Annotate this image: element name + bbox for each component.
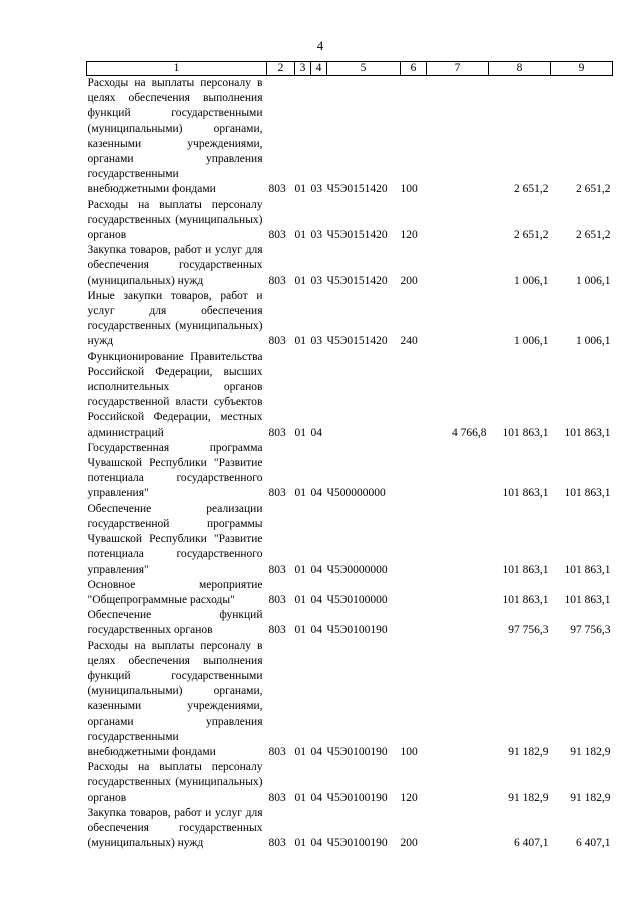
target-article-code: Ч5Э0151420 — [326, 274, 388, 287]
amount-col-9: 2 651,2 — [576, 183, 611, 196]
ministry-code: 803 — [268, 335, 286, 348]
subsection-code: 03 — [310, 183, 322, 196]
table-row — [87, 639, 613, 761]
row-name: Функционирование Правительства Российской Федерации, высших исполнительных органов государственной власти субъектов Российской Федерации, местных администраций — [87, 350, 263, 439]
header-col-9: 9 — [551, 62, 613, 76]
change-amount — [427, 639, 489, 761]
amount-col-9: 101 863,1 — [564, 487, 611, 500]
subsection-code: 03 — [310, 274, 322, 287]
change-amount — [427, 760, 489, 806]
amount-col-9: 101 863,1 — [564, 563, 611, 576]
subsection-code: 04 — [310, 487, 322, 500]
header-col-1: 1 — [87, 62, 267, 76]
row-name: Закупка товаров, работ и услуг для обеспечения государственных (муниципальных) нужд — [87, 806, 263, 850]
section-code: 01 — [294, 791, 306, 804]
header-col-4: 4 — [311, 62, 327, 76]
table-row — [87, 243, 613, 289]
amount-col-8: 101 863,1 — [502, 426, 549, 439]
amount-col-9: 6 407,1 — [576, 837, 611, 850]
row-name: Закупка товаров, работ и услуг для обеспечения государственных (муниципальных) нужд — [87, 244, 263, 287]
subsection-code: 04 — [310, 563, 322, 576]
subsection-code: 04 — [310, 745, 322, 758]
header-col-8: 8 — [489, 62, 551, 76]
subsection-code: 04 — [310, 593, 322, 606]
row-name: Расходы на выплаты персоналу государственных (муниципальных) органов — [87, 198, 263, 242]
expense-type-code: 200 — [400, 837, 418, 850]
ministry-code: 803 — [268, 745, 286, 758]
row-name: Обеспечение функций государственных органов — [87, 609, 263, 637]
change-amount — [427, 608, 489, 638]
amount-col-9: 91 182,9 — [570, 745, 611, 758]
target-article-code: Ч5Э0151420 — [326, 183, 388, 196]
ministry-code: 803 — [268, 426, 286, 439]
table-row — [87, 502, 613, 578]
amount-col-9: 91 182,9 — [570, 791, 611, 804]
amount-col-9: 1 006,1 — [576, 274, 611, 287]
target-article-code: Ч5Э0151420 — [326, 229, 388, 242]
table-header-row — [87, 62, 613, 76]
change-amount — [427, 289, 489, 350]
section-code: 01 — [294, 837, 306, 850]
change-amount: 4 766,8 — [452, 426, 487, 439]
subsection-code: 03 — [310, 229, 322, 242]
change-amount — [427, 502, 489, 578]
target-article-code: Ч5Э0100190 — [326, 624, 388, 637]
ministry-code: 803 — [268, 183, 286, 196]
page-number: 4 — [316, 38, 324, 53]
change-amount — [427, 441, 489, 502]
section-code: 01 — [294, 229, 306, 242]
amount-col-9: 101 863,1 — [564, 426, 611, 439]
expense-type-code — [401, 441, 427, 502]
ministry-code: 803 — [268, 624, 286, 637]
ministry-code: 803 — [268, 563, 286, 576]
expense-type-code: 200 — [400, 274, 418, 287]
subsection-code: 04 — [310, 624, 322, 637]
header-col-7: 7 — [427, 62, 489, 76]
expense-type-code: 120 — [400, 791, 418, 804]
expense-type-code: 100 — [400, 183, 418, 196]
ministry-code: 803 — [268, 487, 286, 500]
table-row — [87, 76, 613, 198]
section-code: 01 — [294, 563, 306, 576]
ministry-code: 803 — [268, 229, 286, 242]
row-name: Основное мероприятие "Общепрограммные расходы" — [87, 578, 263, 606]
target-article-code — [327, 350, 401, 441]
amount-col-8: 2 651,2 — [514, 229, 549, 242]
section-code: 01 — [294, 274, 306, 287]
subsection-code: 04 — [310, 791, 322, 804]
ministry-code: 803 — [268, 837, 286, 850]
table-row — [87, 578, 613, 608]
expense-type-code: 100 — [400, 745, 418, 758]
expense-type-code — [401, 350, 427, 441]
amount-col-8: 101 863,1 — [502, 487, 549, 500]
change-amount — [427, 578, 489, 608]
amount-col-8: 101 863,1 — [502, 593, 549, 606]
row-name: Обеспечение реализации государственной программы Чувашской Республики "Развитие потенциала государственного управления" — [87, 502, 263, 576]
expense-type-code — [401, 578, 427, 608]
amount-col-9: 2 651,2 — [576, 229, 611, 242]
amount-col-8: 91 182,9 — [508, 791, 549, 804]
row-name: Расходы на выплаты персоналу государственных (муниципальных) органов — [87, 761, 263, 804]
table-row — [87, 350, 613, 441]
target-article-code: Ч5Э0100190 — [326, 837, 388, 850]
subsection-code: 04 — [310, 837, 322, 850]
amount-col-8: 91 182,9 — [508, 745, 549, 758]
target-article-code: Ч5Э0100190 — [326, 745, 388, 758]
subsection-code: 03 — [310, 335, 322, 348]
target-article-code: Ч5Э0151420 — [326, 335, 388, 348]
section-code: 01 — [294, 745, 306, 758]
amount-col-8: 101 863,1 — [502, 563, 549, 576]
section-code: 01 — [294, 624, 306, 637]
table-row — [87, 289, 613, 350]
row-name: Иные закупки товаров, работ и услуг для обеспечения государственных (муниципальных) нужд — [87, 289, 263, 348]
amount-col-9: 101 863,1 — [564, 593, 611, 606]
amount-col-8: 1 006,1 — [514, 274, 549, 287]
section-code: 01 — [294, 593, 306, 606]
row-name: Расходы на выплаты персоналу в целях обеспечения выполнения функций государственными (муниципальными) органами, казенными учреждениями, органами управления государственными внебюджетными фондами — [87, 77, 263, 196]
section-code: 01 — [294, 335, 306, 348]
amount-col-8: 2 651,2 — [514, 183, 549, 196]
table-row — [87, 760, 613, 806]
ministry-code: 803 — [268, 274, 286, 287]
row-name: Расходы на выплаты персоналу в целях обеспечения выполнения функций государственными (муниципальными) органами, казенными учреждениями, органами управления государственными внебюджетными фондами — [87, 639, 263, 758]
expense-type-code — [401, 502, 427, 578]
expense-type-code: 240 — [400, 335, 418, 348]
ministry-code: 803 — [268, 593, 286, 606]
expense-type-code — [401, 608, 427, 638]
ministry-code: 803 — [268, 791, 286, 804]
target-article-code: Ч5Э0000000 — [326, 563, 388, 576]
amount-col-8: 1 006,1 — [514, 335, 549, 348]
change-amount — [427, 806, 489, 852]
row-name: Государственная программа Чувашской Республики "Развитие потенциала государственного управления" — [87, 441, 263, 500]
table-row — [87, 441, 613, 502]
header-col-3: 3 — [295, 62, 311, 76]
change-amount — [427, 243, 489, 289]
table-row — [87, 806, 613, 852]
budget-table — [86, 61, 613, 851]
subsection-code: 04 — [310, 426, 322, 439]
target-article-code: Ч5Э0100190 — [326, 791, 388, 804]
section-code: 01 — [294, 426, 306, 439]
section-code: 01 — [294, 487, 306, 500]
target-article-code: Ч5Э0100000 — [326, 593, 388, 606]
header-col-6: 6 — [401, 62, 427, 76]
header-col-2: 2 — [267, 62, 295, 76]
header-col-5: 5 — [327, 62, 401, 76]
change-amount — [427, 76, 489, 198]
change-amount — [427, 198, 489, 244]
table-row — [87, 608, 613, 638]
amount-col-9: 97 756,3 — [570, 624, 611, 637]
table-row — [87, 198, 613, 244]
expense-type-code: 120 — [400, 229, 418, 242]
amount-col-8: 6 407,1 — [514, 837, 549, 850]
target-article-code: Ч500000000 — [326, 487, 386, 500]
section-code: 01 — [294, 183, 306, 196]
amount-col-8: 97 756,3 — [508, 624, 549, 637]
amount-col-9: 1 006,1 — [576, 335, 611, 348]
